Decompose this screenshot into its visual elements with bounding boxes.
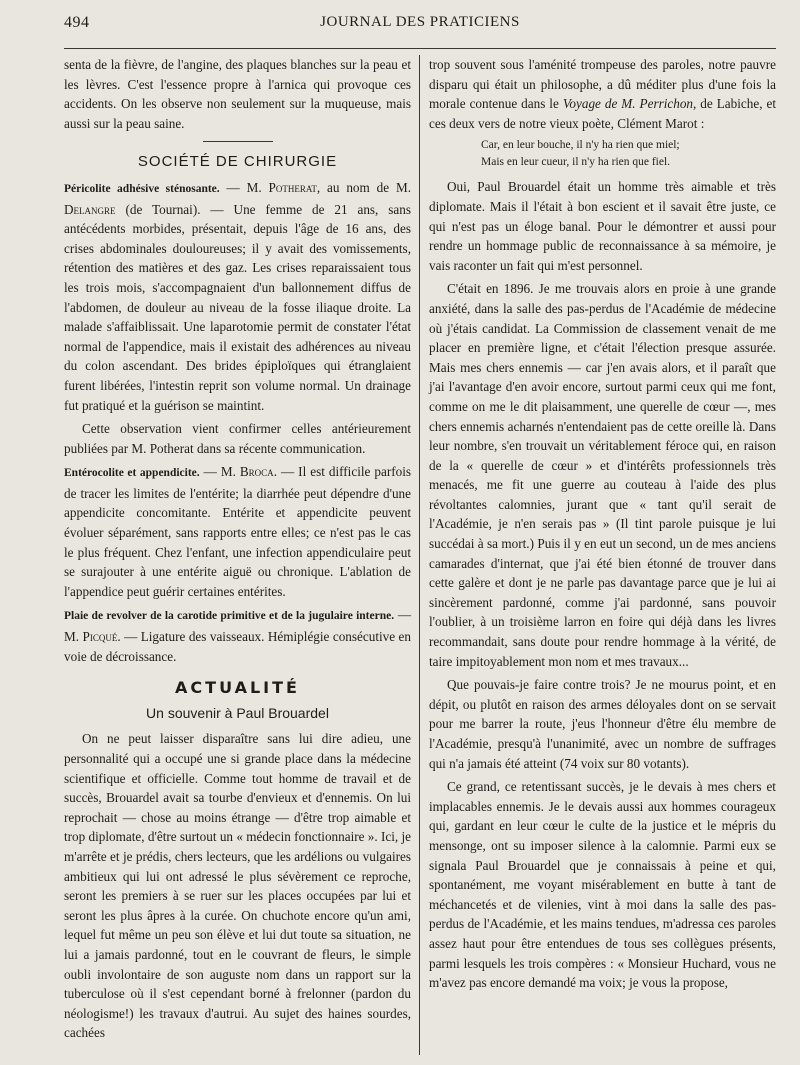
- item-text: , au nom de M.: [316, 179, 411, 195]
- actualite-heading: ACTUALITÉ: [175, 678, 300, 698]
- item-separator: — M.: [64, 607, 412, 645]
- item-heading: Péricolite adhésive sténosante.: [64, 182, 220, 195]
- item-heading: Plaie de revolver de la carotide primitive et de la jugulaire interne.: [64, 610, 395, 623]
- paragraph-text: , de Labiche, et ces deux vers de notre vieux poète, Clément Marot :: [428, 96, 776, 131]
- italic-title: Voyage de M. Perrichon: [562, 96, 694, 112]
- article-paragraph: On ne peut laisser disparaître sans lui dire adieu, une personnalité qui a occupé une si grande place dans la médecine scientifique et officielle. Comme tout homme de travail et de succès, Brouardel avait sa tourbe d'envieux et d'ennemis. On lui reprochait — chose au moins étrange — d'être trop aimable et trop diplomate, d'être surtout un « médecin fonctionnaire ». Ici, je m'arrête et je prédis, chers lecteurs, que les ardélions ou vulgaires ambitieux qui lui ont adressé le plus sévèrement ce reproche, seront les premiers à se ruer sur les places occupées par lui et seront les plus âpres à la curée. On chuchote encore qu'un ami, lequel fut même un peu son élève et lui dut toute sa situation, ne lui a jamais pardonné, tout en le couvrant de fleurs, le simple oubli involontaire de son auguste nom dans un rapport sur la tuberculose où il s'est cependant borné à frelonner (pardon du néologisme!) les travaux d'autrui. Au sujet des haines sourdes, cachées: [64, 731, 411, 1041]
- intro-paragraph: senta de la fièvre, de l'angine, des plaques blanches sur la peau et les lèvres. C'est l'essence propre à l'arnica qui provoque ces accidents. On les observe non seulement sur la muqueuse, mais aussi sur la peau saine.: [64, 57, 411, 131]
- item-separator: — M.: [199, 464, 240, 480]
- page-number: 494: [64, 14, 90, 31]
- author-name: Broca: [239, 464, 274, 480]
- page-header: [64, 12, 776, 38]
- section-divider: [203, 141, 273, 142]
- item-plaie: [64, 605, 411, 666]
- author-name: Potherat: [268, 179, 317, 195]
- author-name: Picqué: [82, 629, 118, 645]
- verse-line: Mais en leur cueur, il n'y ha rien que fiel.: [480, 156, 671, 169]
- journal-title: JOURNAL DES PRATICIENS: [320, 14, 520, 30]
- paragraph: Que pouvais-je faire contre trois? Je ne mourus point, et en dépit, ou plutôt en raison des armes déloyales dont on se servait pour me barrer la route, j'eus l'honneur d'être élu membre de l'Académie, presqu'à l'unanimité, avec un nombre de suffrages qui n'a jamais été atteint (74 voix sur 80 votants).: [428, 677, 776, 771]
- paragraph: Oui, Paul Brouardel était un homme très aimable et très diplomate. Mais il l'était à bon escient et il savait être juste, ce qui n'est pas un éloge banal. Pour le démontrer et aussi pour rendre un hommage public de reconnaissance à sa mémoire, je vais raconter un fait qui m'est personnel.: [428, 179, 776, 273]
- right-column: [420, 55, 776, 1055]
- verse-quote: [481, 137, 776, 171]
- item-text: . — Ligature des vaisseaux. Hémiplégie consécutive en voie de décroissance.: [64, 629, 411, 664]
- section-title: SOCIÉTÉ DE CHIRURGIE: [137, 153, 338, 171]
- paragraph: Ce grand, ce retentissant succès, je le devais à mes chers et implacables ennemis. Je le devais aussi aux hommes courageux qui, gardant en leur cœur le culte de la justice et le mépris du mensonge, ont su imposer silence à la calomnie. Parmi eux se signala Paul Brouardel que je connaissais à peine et qui, spontanément, me voyant misérablement en butte à tant de méchancetés et de vilenies, vint à moi dans la salle des pas-perdus de l'Académie, et les mains tendues, m'adressa ces paroles assez haut pour être entendues de tous ses collègues présents, parmi lesquels les trois compères : « Monsieur Huchard, vous ne m'avez pas encore demandé ma voix; je vous la propose,: [428, 779, 776, 991]
- item-enterocolite: [64, 462, 411, 601]
- author-name: Delangre: [64, 201, 116, 217]
- paragraph: C'était en 1896. Je me trouvais alors en proie à une grande anxiété, dans la salle des pas-perdus de l'Académie de médecine où j'étais candidat. La Commission de classement venait de me placer en première ligne, et c'était l'élection presque assurée. Mais mes chers ennemis — car j'en avais alors, et il paraît que j'ai l'avantage d'en avoir encore, surtout parmi ceux qui me font, comme on me le dit plaisamment, une querelle de cœur —, mes chers ennemis acharnés n'entendaient pas de cette oreille là. Dans leur nombre, s'en trouvait un véritablement féroce qui, en raison de la « querelle de cœur » et d'intérêts professionnels très menacés, me fit une guerre au couteau à l'aide des plus révoltantes calomnies, jurant que « tant qu'il serait de l'Académie, je n'en serais pas » (Il tint parole puisque je lui succédai à sa mort.) Puis il y en eut un second, un de mes anciens camarades d'internat, que j'ai été bien étonné de trouver dans cette galère et dont je ne parle pas davantage parce que je lui ai sincèrement pardonné, comme j'ai pardonné, sans pouvoir l'oublier, à un troisième larron en foire qui déjà dans les livres recommandait, sans doute pour rendre hommage à la vérité, de taire impitoyablement mon nom et mes travaux...: [428, 281, 776, 669]
- item-text: (de Tournai). — Une femme de 21 ans, sans antécédents morbides, présentait, depuis l'âge de 16 ans, des crises abdominales douloureuses; il y avait des vomissements, rétention des matières et des gaz. Les crises reparaissaient tous les trois mois, s'accompagnaient d'un ballonnement diffus de l'abdomen, de douleur au niveau de la fosse iliaque droite. La malade s'affaiblissait. Une laparotomie permit de constater l'état normal de l'appendice, mais il existait des adhérences au niveau du colon ascendant. Des brides épiploïques qui étranglaient furent libérées, l'intestin reprit son volume normal. Un drainage fut pratiqué et la guérison se maintint.: [64, 201, 411, 413]
- item-pericolite: [64, 178, 411, 415]
- left-column: [64, 55, 419, 1055]
- paragraph-text: trop souvent sous l'aménité trompeuse des paroles, notre pauvre disparu qui était un philosophe, a dû méditer plus d'une fois la morale contenue dans le: [428, 57, 776, 112]
- item-text: . — Il est difficile parfois de tracer les limites de l'entérite; la diarrhée peut dépendre d'une appendicite concomitante. Entérite et appendicite peuvent évoluer séparément, sans rapports entre elles; ce n'est pas le cas le plus fréquent. Chez l'enfant, une infection appendiculaire peut se surajouter à une entérite aiguë ou chronique. L'ablation de l'appendice peut guérir certaines entérites.: [64, 464, 411, 599]
- item-separator: — M.: [219, 179, 269, 195]
- item-followup: Cette observation vient confirmer celles antérieurement publiées par M. Potherat dans sa récente communication.: [64, 421, 411, 456]
- two-column-body: [64, 55, 776, 1055]
- item-heading: Entérocolite et appendicite.: [64, 467, 200, 480]
- verse-line: Car, en leur bouche, il n'y ha rien que miel;: [480, 139, 680, 152]
- article-continuation: [429, 55, 776, 133]
- article-title: Un souvenir à Paul Brouardel: [146, 704, 329, 721]
- header-rule: [64, 48, 776, 49]
